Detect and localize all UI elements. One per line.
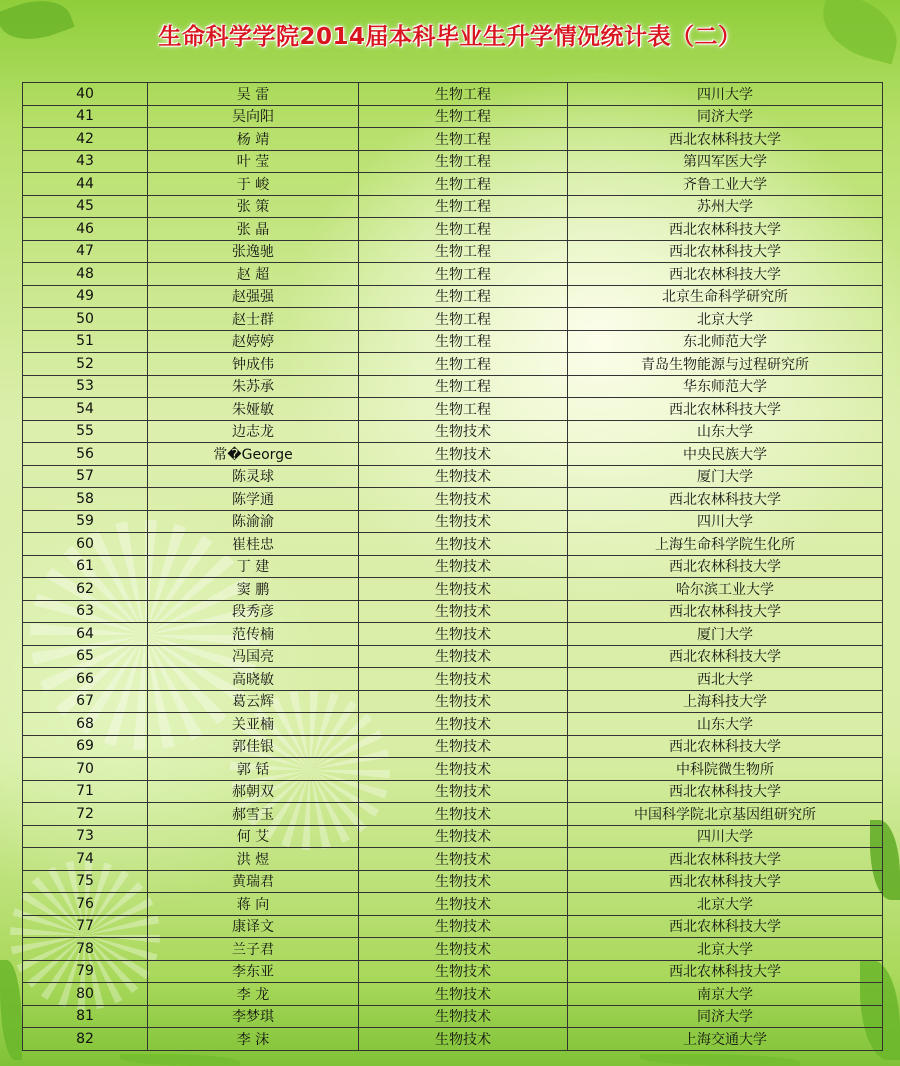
- student-name-cell: 高晓敏: [148, 668, 359, 691]
- row-number-cell: 53: [23, 375, 148, 398]
- student-name-cell: 洪 煜: [148, 848, 359, 871]
- student-name-cell: 于 峻: [148, 173, 359, 196]
- table-row: [23, 465, 883, 488]
- destination-cell: 西北农林科技大学: [568, 848, 883, 871]
- major-cell: 生物工程: [359, 105, 568, 128]
- major-cell: 生物工程: [359, 173, 568, 196]
- table-row: [23, 780, 883, 803]
- major-cell: 生物技术: [359, 960, 568, 983]
- destination-cell: 青岛生物能源与过程研究所: [568, 353, 883, 376]
- row-number-cell: 44: [23, 173, 148, 196]
- row-number-cell: 50: [23, 308, 148, 331]
- destination-cell: 西北农林科技大学: [568, 960, 883, 983]
- student-name-cell: 赵士群: [148, 308, 359, 331]
- table-row: [23, 308, 883, 331]
- row-number-cell: 42: [23, 128, 148, 151]
- major-cell: 生物技术: [359, 623, 568, 646]
- table-row: [23, 1028, 883, 1051]
- destination-cell: 四川大学: [568, 825, 883, 848]
- row-number-cell: 52: [23, 353, 148, 376]
- destination-cell: 西北农林科技大学: [568, 870, 883, 893]
- destination-cell: 西北农林科技大学: [568, 263, 883, 286]
- table-row: [23, 218, 883, 241]
- row-number-cell: 70: [23, 758, 148, 781]
- student-name-cell: 吴 雷: [148, 83, 359, 106]
- table-row: [23, 150, 883, 173]
- major-cell: 生物技术: [359, 578, 568, 601]
- student-name-cell: 杨 靖: [148, 128, 359, 151]
- destination-cell: 中国科学院北京基因组研究所: [568, 803, 883, 826]
- page-title: 生命科学学院2014届本科毕业生升学情况统计表（二）: [158, 24, 742, 50]
- major-cell: 生物工程: [359, 195, 568, 218]
- graduate-table: [22, 82, 883, 1051]
- row-number-cell: 62: [23, 578, 148, 601]
- destination-cell: 北京大学: [568, 938, 883, 961]
- destination-cell: 四川大学: [568, 83, 883, 106]
- student-name-cell: 崔桂忠: [148, 533, 359, 556]
- leaf-decoration: [640, 1054, 800, 1066]
- row-number-cell: 78: [23, 938, 148, 961]
- student-name-cell: 张 晶: [148, 218, 359, 241]
- major-cell: 生物技术: [359, 690, 568, 713]
- table-row: [23, 1005, 883, 1028]
- student-name-cell: 李 龙: [148, 983, 359, 1006]
- student-name-cell: 叶 莹: [148, 150, 359, 173]
- row-number-cell: 51: [23, 330, 148, 353]
- student-name-cell: 蒋 向: [148, 893, 359, 916]
- major-cell: 生物工程: [359, 375, 568, 398]
- major-cell: 生物技术: [359, 600, 568, 623]
- student-name-cell: 李 沫: [148, 1028, 359, 1051]
- destination-cell: 西北农林科技大学: [568, 600, 883, 623]
- student-name-cell: 边志龙: [148, 420, 359, 443]
- table-row: [23, 105, 883, 128]
- major-cell: 生物技术: [359, 893, 568, 916]
- student-name-cell: 郝雪玉: [148, 803, 359, 826]
- table-row: [23, 735, 883, 758]
- major-cell: 生物技术: [359, 983, 568, 1006]
- destination-cell: 山东大学: [568, 420, 883, 443]
- student-name-cell: 兰子君: [148, 938, 359, 961]
- table-row: [23, 645, 883, 668]
- student-name-cell: 李梦琪: [148, 1005, 359, 1028]
- table-row: [23, 623, 883, 646]
- table-row: [23, 690, 883, 713]
- destination-cell: 上海交通大学: [568, 1028, 883, 1051]
- row-number-cell: 57: [23, 465, 148, 488]
- major-cell: 生物技术: [359, 443, 568, 466]
- table-row: [23, 893, 883, 916]
- destination-cell: 西北农林科技大学: [568, 398, 883, 421]
- destination-cell: 西北农林科技大学: [568, 128, 883, 151]
- row-number-cell: 82: [23, 1028, 148, 1051]
- row-number-cell: 58: [23, 488, 148, 511]
- table-row: [23, 960, 883, 983]
- student-name-cell: 丁 建: [148, 555, 359, 578]
- student-name-cell: 关亚楠: [148, 713, 359, 736]
- student-name-cell: 朱苏承: [148, 375, 359, 398]
- major-cell: 生物技术: [359, 870, 568, 893]
- table-row: [23, 578, 883, 601]
- table-row: [23, 240, 883, 263]
- student-name-cell: 赵强强: [148, 285, 359, 308]
- destination-cell: 西北农林科技大学: [568, 645, 883, 668]
- table-row: [23, 398, 883, 421]
- destination-cell: 同济大学: [568, 1005, 883, 1028]
- table-row: [23, 870, 883, 893]
- table-row: [23, 83, 883, 106]
- leaf-decoration: [120, 1054, 240, 1066]
- major-cell: 生物工程: [359, 285, 568, 308]
- student-name-cell: 范传楠: [148, 623, 359, 646]
- row-number-cell: 73: [23, 825, 148, 848]
- destination-cell: 西北农林科技大学: [568, 780, 883, 803]
- student-name-cell: 段秀彦: [148, 600, 359, 623]
- row-number-cell: 60: [23, 533, 148, 556]
- destination-cell: 华东师范大学: [568, 375, 883, 398]
- table-row: [23, 713, 883, 736]
- table-row: [23, 420, 883, 443]
- student-name-cell: 郭佳银: [148, 735, 359, 758]
- major-cell: 生物技术: [359, 915, 568, 938]
- major-cell: 生物技术: [359, 1005, 568, 1028]
- major-cell: 生物工程: [359, 150, 568, 173]
- destination-cell: 南京大学: [568, 983, 883, 1006]
- student-name-cell: 窦 鹏: [148, 578, 359, 601]
- row-number-cell: 75: [23, 870, 148, 893]
- table-row: [23, 825, 883, 848]
- major-cell: 生物技术: [359, 803, 568, 826]
- major-cell: 生物技术: [359, 555, 568, 578]
- student-name-cell: 葛云辉: [148, 690, 359, 713]
- row-number-cell: 67: [23, 690, 148, 713]
- major-cell: 生物技术: [359, 510, 568, 533]
- row-number-cell: 68: [23, 713, 148, 736]
- table-row: [23, 285, 883, 308]
- table-row: [23, 353, 883, 376]
- row-number-cell: 41: [23, 105, 148, 128]
- row-number-cell: 40: [23, 83, 148, 106]
- row-number-cell: 64: [23, 623, 148, 646]
- major-cell: 生物工程: [359, 398, 568, 421]
- student-name-cell: 吴向阳: [148, 105, 359, 128]
- student-name-cell: 张逸驰: [148, 240, 359, 263]
- major-cell: 生物技术: [359, 713, 568, 736]
- major-cell: 生物工程: [359, 308, 568, 331]
- student-name-cell: 陈灵球: [148, 465, 359, 488]
- destination-cell: 西北农林科技大学: [568, 488, 883, 511]
- row-number-cell: 49: [23, 285, 148, 308]
- student-name-cell: 陈学通: [148, 488, 359, 511]
- row-number-cell: 65: [23, 645, 148, 668]
- student-name-cell: 常�George: [148, 443, 359, 466]
- row-number-cell: 46: [23, 218, 148, 241]
- major-cell: 生物技术: [359, 735, 568, 758]
- row-number-cell: 45: [23, 195, 148, 218]
- destination-cell: 山东大学: [568, 713, 883, 736]
- destination-cell: 第四军医大学: [568, 150, 883, 173]
- table-row: [23, 488, 883, 511]
- table-row: [23, 803, 883, 826]
- destination-cell: 西北农林科技大学: [568, 240, 883, 263]
- major-cell: 生物技术: [359, 758, 568, 781]
- table-row: [23, 848, 883, 871]
- table-row: [23, 915, 883, 938]
- destination-cell: 哈尔滨工业大学: [568, 578, 883, 601]
- destination-cell: 中科院微生物所: [568, 758, 883, 781]
- destination-cell: 西北农林科技大学: [568, 218, 883, 241]
- student-name-cell: 李东亚: [148, 960, 359, 983]
- destination-cell: 上海生命科学院生化所: [568, 533, 883, 556]
- row-number-cell: 69: [23, 735, 148, 758]
- destination-cell: 西北大学: [568, 668, 883, 691]
- student-name-cell: 张 策: [148, 195, 359, 218]
- row-number-cell: 80: [23, 983, 148, 1006]
- major-cell: 生物工程: [359, 240, 568, 263]
- table-row: [23, 330, 883, 353]
- major-cell: 生物工程: [359, 83, 568, 106]
- table-row: [23, 443, 883, 466]
- row-number-cell: 55: [23, 420, 148, 443]
- major-cell: 生物技术: [359, 645, 568, 668]
- destination-cell: 上海科技大学: [568, 690, 883, 713]
- table-row: [23, 555, 883, 578]
- destination-cell: 东北师范大学: [568, 330, 883, 353]
- row-number-cell: 77: [23, 915, 148, 938]
- leaf-decoration: [0, 960, 22, 1060]
- table-row: [23, 983, 883, 1006]
- major-cell: 生物工程: [359, 218, 568, 241]
- row-number-cell: 56: [23, 443, 148, 466]
- destination-cell: 厦门大学: [568, 465, 883, 488]
- destination-cell: 厦门大学: [568, 623, 883, 646]
- student-name-cell: 陈渝渝: [148, 510, 359, 533]
- destination-cell: 北京大学: [568, 893, 883, 916]
- major-cell: 生物技术: [359, 420, 568, 443]
- row-number-cell: 66: [23, 668, 148, 691]
- table-row: [23, 938, 883, 961]
- table-row: [23, 668, 883, 691]
- destination-cell: 苏州大学: [568, 195, 883, 218]
- row-number-cell: 48: [23, 263, 148, 286]
- destination-cell: 北京大学: [568, 308, 883, 331]
- student-name-cell: 赵 超: [148, 263, 359, 286]
- student-name-cell: 朱娅敏: [148, 398, 359, 421]
- row-number-cell: 81: [23, 1005, 148, 1028]
- destination-cell: 齐鲁工业大学: [568, 173, 883, 196]
- major-cell: 生物技术: [359, 668, 568, 691]
- major-cell: 生物技术: [359, 465, 568, 488]
- major-cell: 生物技术: [359, 825, 568, 848]
- table-row: [23, 195, 883, 218]
- row-number-cell: 61: [23, 555, 148, 578]
- table-row: [23, 375, 883, 398]
- student-name-cell: 郭 铦: [148, 758, 359, 781]
- table-row: [23, 600, 883, 623]
- major-cell: 生物工程: [359, 263, 568, 286]
- major-cell: 生物工程: [359, 330, 568, 353]
- destination-cell: 西北农林科技大学: [568, 735, 883, 758]
- student-name-cell: 冯国亮: [148, 645, 359, 668]
- row-number-cell: 43: [23, 150, 148, 173]
- major-cell: 生物技术: [359, 533, 568, 556]
- student-name-cell: 何 艾: [148, 825, 359, 848]
- major-cell: 生物技术: [359, 1028, 568, 1051]
- table-row: [23, 128, 883, 151]
- row-number-cell: 63: [23, 600, 148, 623]
- student-name-cell: 黄瑞君: [148, 870, 359, 893]
- major-cell: 生物技术: [359, 848, 568, 871]
- row-number-cell: 76: [23, 893, 148, 916]
- destination-cell: 同济大学: [568, 105, 883, 128]
- row-number-cell: 72: [23, 803, 148, 826]
- major-cell: 生物技术: [359, 780, 568, 803]
- destination-cell: 西北农林科技大学: [568, 555, 883, 578]
- row-number-cell: 54: [23, 398, 148, 421]
- destination-cell: 西北农林科技大学: [568, 915, 883, 938]
- table-row: [23, 758, 883, 781]
- student-name-cell: 钟成伟: [148, 353, 359, 376]
- major-cell: 生物工程: [359, 128, 568, 151]
- row-number-cell: 59: [23, 510, 148, 533]
- row-number-cell: 71: [23, 780, 148, 803]
- table-row: [23, 533, 883, 556]
- student-name-cell: 赵婷婷: [148, 330, 359, 353]
- student-name-cell: 康译文: [148, 915, 359, 938]
- destination-cell: 中央民族大学: [568, 443, 883, 466]
- table-row: [23, 510, 883, 533]
- table-row: [23, 173, 883, 196]
- destination-cell: 北京生命科学研究所: [568, 285, 883, 308]
- major-cell: 生物技术: [359, 488, 568, 511]
- row-number-cell: 74: [23, 848, 148, 871]
- row-number-cell: 79: [23, 960, 148, 983]
- major-cell: 生物技术: [359, 938, 568, 961]
- table-row: [23, 263, 883, 286]
- destination-cell: 四川大学: [568, 510, 883, 533]
- major-cell: 生物工程: [359, 353, 568, 376]
- student-name-cell: 郝朝双: [148, 780, 359, 803]
- row-number-cell: 47: [23, 240, 148, 263]
